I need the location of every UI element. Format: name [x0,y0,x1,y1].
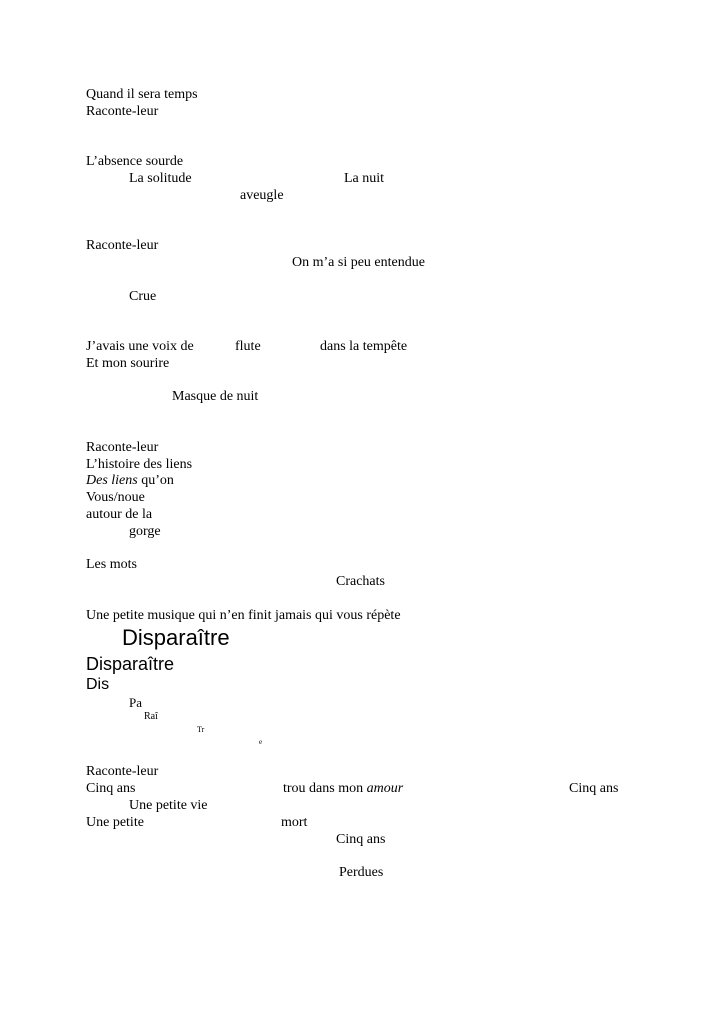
poem-line [283,781,403,797]
poem-line: Quand il sera temps [86,87,198,102]
poem-line: On m’a si peu entendue [292,255,425,270]
poem-line: Raconte-leur [86,764,159,779]
poem-line: Une petite [86,815,144,830]
poem-line: Dis [86,676,110,693]
poem-line: Les mots [86,557,137,572]
poem-line: gorge [129,524,161,539]
poem-line: Disparaître [122,625,230,650]
poem-line: Vous/noue [86,490,145,505]
poem-line [86,473,174,489]
poem-line: Une petite vie [129,798,208,813]
poem-line: Crue [129,289,157,304]
poem-line: J’avais une voix de [86,339,194,354]
poem-line: Cinq ans [336,832,386,847]
poem-line: e [259,738,263,746]
poem-line: Cinq ans [86,781,136,796]
poem-italic-fragment: Des liens [86,473,138,488]
poem-line: La solitude [129,171,192,186]
poem-line: Raconte-leur [86,238,159,253]
poem-line: Perdues [339,865,384,880]
poem-line: L’histoire des liens [86,457,193,472]
poem-line: Tr [197,725,205,734]
poem-line: mort [281,815,308,830]
poem-line: dans la tempête [320,339,408,354]
poem-line: Raî [144,711,158,722]
poem-line: Raconte-leur [86,104,159,119]
poem-line: Raconte-leur [86,440,159,455]
poem-line: Pa [129,695,142,710]
poem-line: Et mon sourire [86,356,170,371]
poem-line: Disparaître [86,654,175,674]
poem-line: Crachats [336,574,385,589]
poem-fragment: trou dans mon [283,781,367,796]
poem-italic-fragment: amour [366,781,404,796]
poem-line: aveugle [240,188,284,203]
poem-line: Cinq ans [569,781,619,796]
poem-line: La nuit [344,171,385,186]
poem-line: flute [235,339,261,354]
poem-line: autour de la [86,507,153,522]
poem-line: Une petite musique qui n’en finit jamais qui vous répète [86,608,401,623]
poem-fragment: qu’on [137,473,174,488]
poem-line: Masque de nuit [172,389,259,404]
poem-line: L’absence sourde [86,154,184,169]
